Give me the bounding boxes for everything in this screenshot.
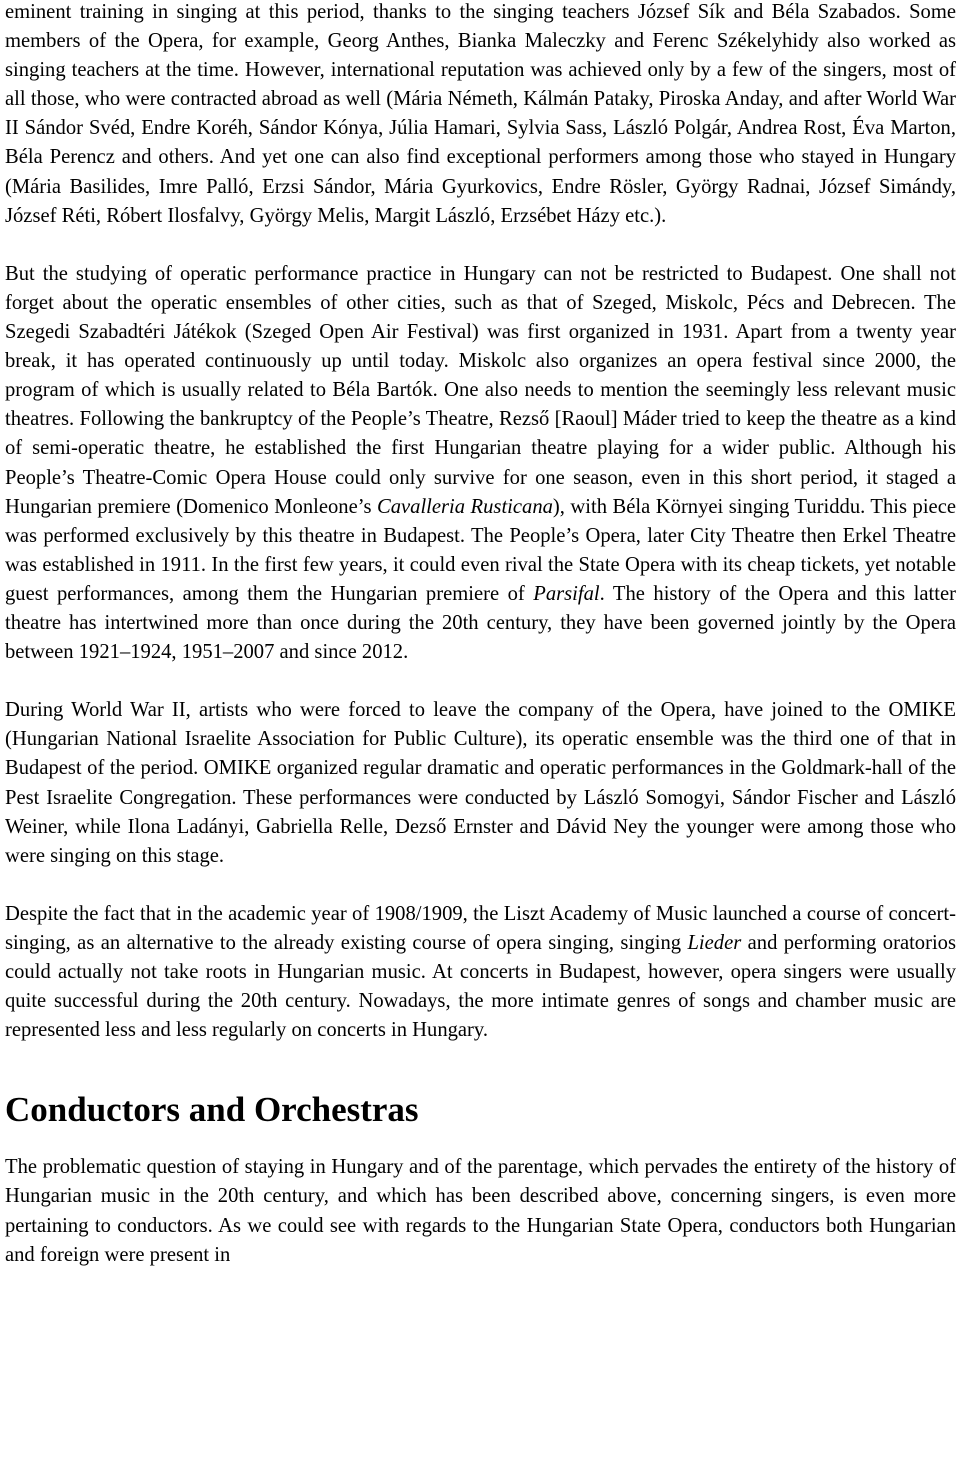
paragraph-conductors: [5, 1153, 956, 1269]
work-title-cavalleria-rusticana: Cavalleria Rusticana: [376, 495, 553, 518]
term-lieder: Lieder: [687, 932, 742, 954]
paragraph-omike: [5, 696, 956, 871]
paragraph-text: and performing oratorios could actually not take roots in Hungarian music. At concerts in Budapest, however, opera singers were usually quite successful during the 20th century. Nowadays, the more intimate genres of songs and chamber music are represented less and less regularly on concerts in Hungary.: [5, 932, 956, 1042]
document-page: [5, 0, 956, 1270]
paragraph-text: Despite the fact that in the academic year of 1908/1909, the Liszt Academy of Music launched a course of concert-singing, as an alternative to the already existing course of opera singing, singing: [5, 902, 956, 954]
paragraph-concert-singing: [5, 900, 956, 1045]
work-title-parsifal: Parsifal: [533, 582, 600, 605]
paragraph-text: eminent training in singing at this period, thanks to the singing teachers József Sík and Béla Szabados. Some members of the Opera, for example, Georg Anthes, Bianka Maleczky and Ferenc Székelyhidy also worked as singing teachers at the time. However, international reputation was achieved only by a few of the singers, most of all those, who were contracted abroad as well (Mária Németh, Kálmán Pataky, Piroska Anday, and after World War II Sándor Svéd, Endre Koréh, Sándor Kónya, Júlia Hamari, Sylvia Sass, László Polgár, Andrea Rost, Éva Marton, Béla Perencz and others. And yet one can also find exceptional performers among those who stayed in Hungary (Mária Basilides, Imre Palló, Erzsi Sándor, Mária Gyurkovics, Endre Rösler, György Radnai, József Simándy, József Réti, Róbert Ilosfalvy, György Melis, Margit László, Erzsébet Házy etc.).: [5, 1, 956, 227]
section-heading: Conductors and Orchestras: [5, 1090, 419, 1130]
paragraph-text: The problematic question of staying in Hungary and of the parentage, which pervades the entirety of the history of Hungarian music in the 20th century, and which has been described above, concerning singers, is even more pertaining to conductors. As we could see with regards to the Hungarian State Opera, conductors both Hungarian and foreign were present in: [5, 1156, 956, 1266]
paragraph-text: ), with Béla Környei singing Turiddu. This piece was performed exclusively by this theatre in Budapest. The People’s Opera, later City Theatre then Erkel Theatre was established in 1911. In the first few years, it could even rival the State Opera with its cheap tickets, yet notable guest performances, among them the Hungarian premiere of: [5, 495, 956, 605]
paragraph-text: . The history of the Opera and this latter theatre has intertwined more than once during the 20th century, they have been governed jointly by the Opera between 1921–1924, 1951–2007 and since 2012.: [5, 582, 956, 664]
paragraph-text: But the studying of operatic performance practice in Hungary can not be restricted to Budapest. One shall not forget about the operatic ensembles of other cities, such as that of Szeged, Miskolc, Pécs and Debrecen. The Szegedi Szabadtéri Játékok (Szeged Open Air Festival) was first organized in 1931. Apart from a twenty year break, it has operated continuously up until today. Miskolc also organizes an opera festival since 2000, the program of which is usually related to Béla Bartók. One also needs to mention the seemingly less relevant music theatres. Following the bankruptcy of the People’s Theatre, Rezső [Raoul] Máder tried to keep the theatre as a kind of semi-operatic theatre, he established the first Hungarian theatre playing for a wider public. Although his People’s Theatre-Comic Opera House could only survive for one season, even in this short period, it staged a Hungarian premiere (Domenico Monleone’s: [5, 262, 956, 518]
paragraph-provincial-opera: [5, 260, 956, 667]
paragraph-singers-reputation: [5, 0, 956, 231]
paragraph-text: During World War II, artists who were forced to leave the company of the Opera, have joined to the OMIKE (Hungarian National Israelite Association for Public Culture), its operatic ensemble was the third one of that in Budapest of the period. OMIKE organized regular dramatic and operatic performances in the Goldmark-hall of the Pest Israelite Congregation. These performances were conducted by László Somogyi, Sándor Fischer and László Weiner, while Ilona Ladányi, Gabriella Relle, Dezső Ernster and Dávid Ney the younger were among those who were singing on this stage.: [5, 699, 956, 867]
